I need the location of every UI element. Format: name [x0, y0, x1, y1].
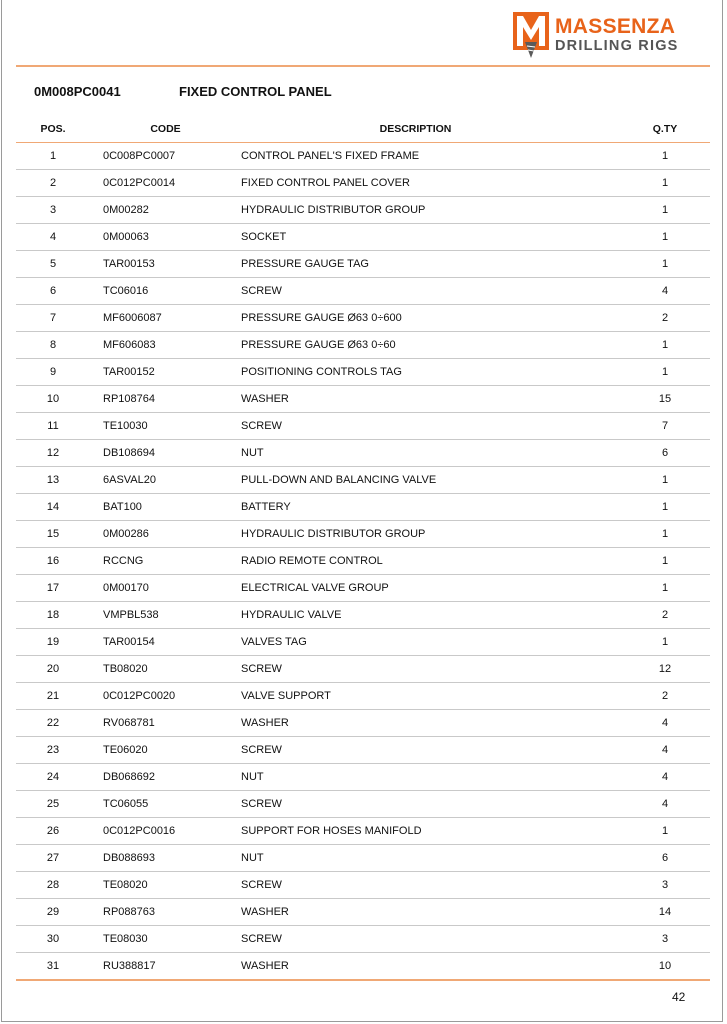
table-row [16, 332, 710, 359]
cell-description: VALVES TAG [241, 629, 590, 656]
cell-description: BATTERY [241, 494, 590, 521]
cell-description: SCREW [241, 413, 590, 440]
table-row [16, 224, 710, 251]
cell-description: WASHER [241, 953, 590, 981]
table-row [16, 926, 710, 953]
table-row [16, 548, 710, 575]
cell-qty: 1 [590, 251, 710, 278]
cell-description: SCREW [241, 278, 590, 305]
cell-qty: 1 [590, 224, 710, 251]
cell-qty: 1 [590, 170, 710, 197]
header-divider [16, 65, 710, 67]
cell-qty: 3 [590, 872, 710, 899]
table-row [16, 764, 710, 791]
parts-table [16, 116, 710, 981]
cell-qty: 4 [590, 278, 710, 305]
cell-pos: 6 [16, 278, 90, 305]
table-row [16, 818, 710, 845]
document-code: 0M008PC0041 [34, 84, 121, 99]
cell-pos: 23 [16, 737, 90, 764]
cell-code: DB068692 [90, 764, 241, 791]
table-row [16, 386, 710, 413]
cell-description: FIXED CONTROL PANEL COVER [241, 170, 590, 197]
cell-description: SCREW [241, 926, 590, 953]
cell-pos: 10 [16, 386, 90, 413]
table-header-row [16, 116, 710, 143]
cell-code: TAR00154 [90, 629, 241, 656]
cell-code: TE06020 [90, 737, 241, 764]
cell-qty: 1 [590, 548, 710, 575]
column-header-description: DESCRIPTION [241, 116, 590, 143]
cell-code: 0C012PC0014 [90, 170, 241, 197]
cell-pos: 29 [16, 899, 90, 926]
cell-description: WASHER [241, 386, 590, 413]
cell-qty: 4 [590, 737, 710, 764]
cell-code: 0M00282 [90, 197, 241, 224]
cell-code: 0M00063 [90, 224, 241, 251]
table-row [16, 683, 710, 710]
cell-description: WASHER [241, 710, 590, 737]
table-row [16, 656, 710, 683]
table-row [16, 521, 710, 548]
cell-pos: 12 [16, 440, 90, 467]
cell-code: RU388817 [90, 953, 241, 981]
table-row [16, 170, 710, 197]
cell-pos: 22 [16, 710, 90, 737]
cell-code: 0M00170 [90, 575, 241, 602]
cell-pos: 28 [16, 872, 90, 899]
cell-code: RP108764 [90, 386, 241, 413]
cell-qty: 3 [590, 926, 710, 953]
cell-qty: 1 [590, 332, 710, 359]
cell-qty: 1 [590, 143, 710, 170]
cell-qty: 10 [590, 953, 710, 981]
cell-pos: 7 [16, 305, 90, 332]
cell-description: HYDRAULIC DISTRIBUTOR GROUP [241, 197, 590, 224]
table-row [16, 467, 710, 494]
cell-qty: 7 [590, 413, 710, 440]
table-row [16, 845, 710, 872]
cell-pos: 31 [16, 953, 90, 981]
cell-description: HYDRAULIC VALVE [241, 602, 590, 629]
table-row [16, 494, 710, 521]
cell-code: BAT100 [90, 494, 241, 521]
cell-description: HYDRAULIC DISTRIBUTOR GROUP [241, 521, 590, 548]
cell-code: VMPBL538 [90, 602, 241, 629]
column-header-pos: POS. [16, 116, 90, 143]
cell-qty: 1 [590, 467, 710, 494]
cell-code: TC06055 [90, 791, 241, 818]
cell-qty: 1 [590, 818, 710, 845]
cell-code: 0C008PC0007 [90, 143, 241, 170]
cell-qty: 1 [590, 359, 710, 386]
cell-qty: 2 [590, 305, 710, 332]
table-row [16, 278, 710, 305]
table-row [16, 359, 710, 386]
cell-qty: 1 [590, 197, 710, 224]
cell-pos: 18 [16, 602, 90, 629]
cell-description: ELECTRICAL VALVE GROUP [241, 575, 590, 602]
brand-name: MASSENZA [555, 15, 676, 39]
cell-pos: 8 [16, 332, 90, 359]
table-row [16, 710, 710, 737]
cell-description: SCREW [241, 872, 590, 899]
cell-qty: 15 [590, 386, 710, 413]
column-header-qty: Q.TY [590, 116, 710, 143]
cell-pos: 20 [16, 656, 90, 683]
cell-code: TC06016 [90, 278, 241, 305]
table-row [16, 872, 710, 899]
table-row [16, 737, 710, 764]
cell-code: 6ASVAL20 [90, 467, 241, 494]
cell-pos: 27 [16, 845, 90, 872]
cell-pos: 19 [16, 629, 90, 656]
cell-pos: 26 [16, 818, 90, 845]
table-row [16, 440, 710, 467]
table-row [16, 575, 710, 602]
cell-pos: 17 [16, 575, 90, 602]
cell-description: NUT [241, 440, 590, 467]
cell-description: POSITIONING CONTROLS TAG [241, 359, 590, 386]
table-row [16, 143, 710, 170]
table-row [16, 629, 710, 656]
brand-subtitle: DRILLING RIGS [555, 38, 679, 55]
cell-pos: 1 [16, 143, 90, 170]
cell-pos: 9 [16, 359, 90, 386]
cell-description: WASHER [241, 899, 590, 926]
cell-description: NUT [241, 845, 590, 872]
cell-description: SOCKET [241, 224, 590, 251]
cell-code: TB08020 [90, 656, 241, 683]
cell-code: 0M00286 [90, 521, 241, 548]
cell-code: TE10030 [90, 413, 241, 440]
table-row [16, 305, 710, 332]
page-title: FIXED CONTROL PANEL [179, 84, 332, 99]
cell-description: SUPPORT FOR HOSES MANIFOLD [241, 818, 590, 845]
cell-code: RP088763 [90, 899, 241, 926]
cell-pos: 13 [16, 467, 90, 494]
cell-pos: 24 [16, 764, 90, 791]
cell-pos: 25 [16, 791, 90, 818]
table-row [16, 251, 710, 278]
cell-description: CONTROL PANEL'S FIXED FRAME [241, 143, 590, 170]
cell-code: DB108694 [90, 440, 241, 467]
cell-qty: 12 [590, 656, 710, 683]
cell-description: PULL-DOWN AND BALANCING VALVE [241, 467, 590, 494]
cell-code: DB088693 [90, 845, 241, 872]
cell-code: MF6006087 [90, 305, 241, 332]
cell-code: 0C012PC0020 [90, 683, 241, 710]
cell-qty: 1 [590, 575, 710, 602]
cell-description: SCREW [241, 737, 590, 764]
cell-qty: 4 [590, 791, 710, 818]
page-number: 42 [672, 990, 686, 1004]
cell-description: NUT [241, 764, 590, 791]
cell-qty: 4 [590, 764, 710, 791]
table-row [16, 602, 710, 629]
cell-qty: 1 [590, 521, 710, 548]
cell-pos: 11 [16, 413, 90, 440]
cell-pos: 16 [16, 548, 90, 575]
cell-pos: 15 [16, 521, 90, 548]
cell-description: PRESSURE GAUGE TAG [241, 251, 590, 278]
cell-qty: 14 [590, 899, 710, 926]
cell-pos: 3 [16, 197, 90, 224]
cell-code: MF606083 [90, 332, 241, 359]
table-row [16, 413, 710, 440]
cell-code: TAR00152 [90, 359, 241, 386]
cell-qty: 6 [590, 440, 710, 467]
cell-description: PRESSURE GAUGE Ø63 0÷600 [241, 305, 590, 332]
cell-pos: 5 [16, 251, 90, 278]
cell-qty: 6 [590, 845, 710, 872]
cell-description: SCREW [241, 791, 590, 818]
table-row [16, 197, 710, 224]
cell-code: 0C012PC0016 [90, 818, 241, 845]
column-header-code: CODE [90, 116, 241, 143]
brand-logo [513, 12, 713, 58]
cell-qty: 2 [590, 683, 710, 710]
cell-code: TE08030 [90, 926, 241, 953]
cell-qty: 4 [590, 710, 710, 737]
cell-description: PRESSURE GAUGE Ø63 0÷60 [241, 332, 590, 359]
cell-qty: 1 [590, 629, 710, 656]
table-row [16, 953, 710, 981]
cell-qty: 2 [590, 602, 710, 629]
cell-pos: 30 [16, 926, 90, 953]
cell-description: RADIO REMOTE CONTROL [241, 548, 590, 575]
table-row [16, 899, 710, 926]
cell-code: TE08020 [90, 872, 241, 899]
cell-code: RCCNG [90, 548, 241, 575]
cell-pos: 21 [16, 683, 90, 710]
cell-description: SCREW [241, 656, 590, 683]
cell-pos: 14 [16, 494, 90, 521]
cell-code: TAR00153 [90, 251, 241, 278]
cell-qty: 1 [590, 494, 710, 521]
cell-description: VALVE SUPPORT [241, 683, 590, 710]
table-row [16, 791, 710, 818]
cell-pos: 2 [16, 170, 90, 197]
massenza-m-drill-logo-icon [513, 12, 549, 58]
cell-code: RV068781 [90, 710, 241, 737]
cell-pos: 4 [16, 224, 90, 251]
